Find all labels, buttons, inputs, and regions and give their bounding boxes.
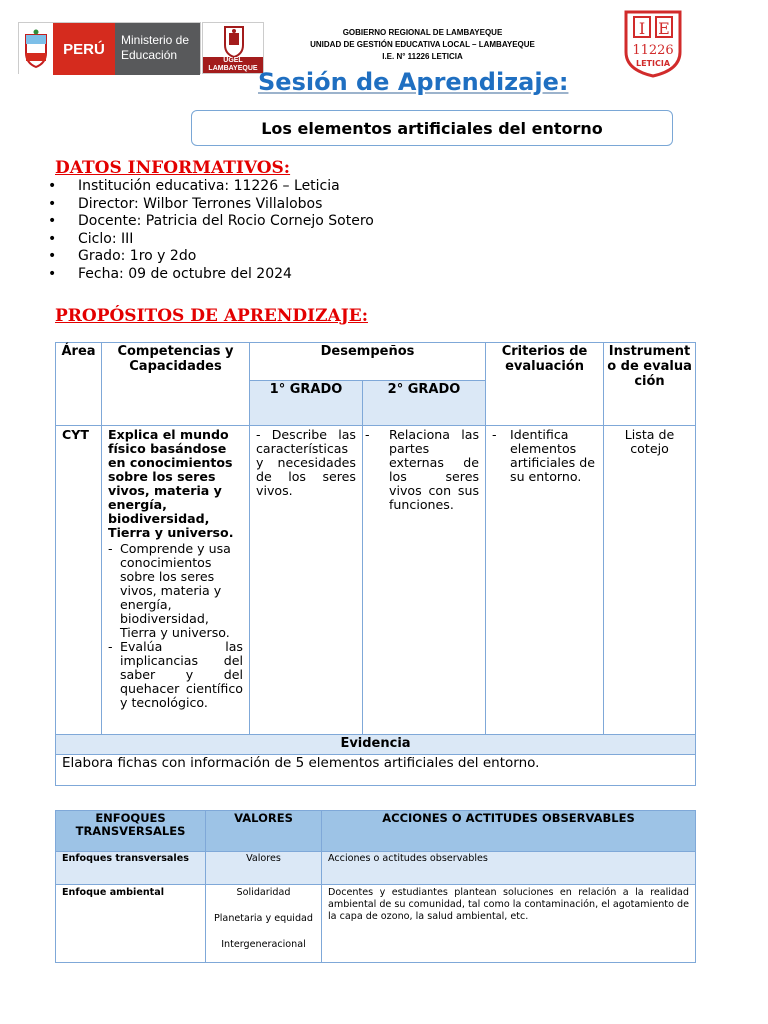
peru-label: PERÚ xyxy=(53,23,115,75)
bullet-icon: • xyxy=(48,213,57,230)
competencia-text: Explica el mundo físico basándose en conocimientos sobre los seres vivos, materia y energía, biodiversidad, Tierra y universo. xyxy=(108,427,234,540)
header-enfoques: ENFOQUES TRANSVERSALES xyxy=(56,811,206,852)
ministry-label: Ministerio de Educación xyxy=(115,23,200,75)
header-competencias: Competencias y Capacidades xyxy=(102,343,250,426)
datos-item: • Docente: Patricia del Rocio Cornejo Sotero xyxy=(48,213,374,230)
school-logo-number: 11226 xyxy=(632,43,674,58)
datos-item: • Ciclo: III xyxy=(48,230,134,247)
bullet-icon: • xyxy=(48,248,57,265)
enfoques-table xyxy=(55,810,696,963)
header-criterios: Criterios de evaluación xyxy=(486,343,604,426)
valores-cell xyxy=(206,885,322,963)
national-shield-icon xyxy=(19,23,53,75)
header-instrumento: Instrumento de evaluación xyxy=(604,343,696,426)
learning-purposes-table xyxy=(55,342,696,786)
datos-item: • Grado: 1ro y 2do xyxy=(48,248,197,265)
enfoque-cell: Enfoque ambiental xyxy=(56,885,206,963)
datos-item: • Institución educativa: 11226 – Leticia xyxy=(48,178,340,194)
header-line-1: GOBIERNO REGIONAL DE LAMBAYEQUE xyxy=(342,28,503,37)
competencia-cell xyxy=(102,426,250,735)
datos-item: • Director: Wilbor Terrones Villalobos xyxy=(48,195,323,212)
valor-item: Solidaridad xyxy=(236,887,291,898)
header-acciones: ACCIONES O ACTITUDES OBSERVABLES xyxy=(322,811,696,852)
evidencia-text: Elabora fichas con información de 5 elementos artificiales del entorno. xyxy=(56,755,696,786)
minedu-logo xyxy=(18,22,201,74)
header-grado-1: 1° GRADO xyxy=(250,381,363,426)
header-line-3: I.E. N° 11226 LETICIA xyxy=(382,52,463,61)
datos-item: • Fecha: 09 de octubre del 2024 xyxy=(48,265,292,282)
capacidad-item: - Comprende y usa conocimientos sobre los seres vivos, materia y energía, biodiversidad, Tierra y universo. xyxy=(108,541,231,640)
institution-header xyxy=(270,27,575,63)
ugel-logo xyxy=(202,22,264,74)
sub-acciones: Acciones o actitudes observables xyxy=(322,852,696,885)
school-logo xyxy=(620,8,686,78)
session-topic: Los elementos artificiales del entorno xyxy=(191,110,673,146)
valor-item: Intergeneracional xyxy=(221,939,306,950)
desempeno-2-cell: - Relaciona las partes externas de los seres vivos con sus funciones. xyxy=(363,426,486,735)
bullet-icon: • xyxy=(48,178,57,194)
svg-text:E: E xyxy=(658,19,670,38)
school-logo-name: LETICIA xyxy=(635,59,671,68)
bullet-icon: • xyxy=(48,265,57,282)
header-area: Área xyxy=(56,343,102,426)
datos-list xyxy=(48,178,374,284)
desempeno-1-cell: - Describe las características y necesidades de los seres vivos. xyxy=(250,426,363,735)
bullet-icon: • xyxy=(48,230,57,247)
ugel-label: UGEL LAMBAYEQUE xyxy=(203,57,263,73)
sub-enfoques: Enfoques transversales xyxy=(56,852,206,885)
header-grado-2: 2° GRADO xyxy=(363,381,486,426)
area-cell: CYT xyxy=(56,426,102,735)
criterio-cell: - Identifica elementos artificiales de su entorno. xyxy=(486,426,604,735)
svg-text:I: I xyxy=(638,19,646,38)
desempeno-2-text: Relaciona las partes externas de los seres vivos con sus funciones. xyxy=(389,427,480,512)
instrumento-cell: Lista de cotejo xyxy=(604,426,696,735)
header-line-2: UNIDAD DE GESTIÓN EDUCATIVA LOCAL – LAMBAYEQUE xyxy=(310,40,535,49)
accion-cell: Docentes y estudiantes plantean soluciones en relación a la realidad ambiental de su comunidad, tal como la contaminación, el agotamiento de la capa de ozono, la salud ambiental, etc. xyxy=(322,885,696,963)
capacidad-item: - Evalúa las implicancias del saber y del quehacer científico y tecnológico. xyxy=(108,639,243,710)
datos-heading: DATOS INFORMATIVOS: xyxy=(55,158,291,178)
ugel-emblem-icon xyxy=(203,23,265,59)
sub-valores: Valores xyxy=(206,852,322,885)
evidencia-label: Evidencia xyxy=(56,735,696,755)
bullet-icon: • xyxy=(48,195,57,212)
criterio-text: Identifica elementos artificiales de su entorno. xyxy=(510,427,595,484)
capacidades-list xyxy=(108,542,243,710)
propositos-heading: PROPÓSITOS DE APRENDIZAJE: xyxy=(55,306,368,326)
page-title: Sesión de Aprendizaje: xyxy=(258,68,569,96)
valor-item: Planetaria y equidad xyxy=(213,913,313,924)
header-desempenos: Desempeños xyxy=(250,343,486,381)
header-valores: VALORES xyxy=(206,811,322,852)
